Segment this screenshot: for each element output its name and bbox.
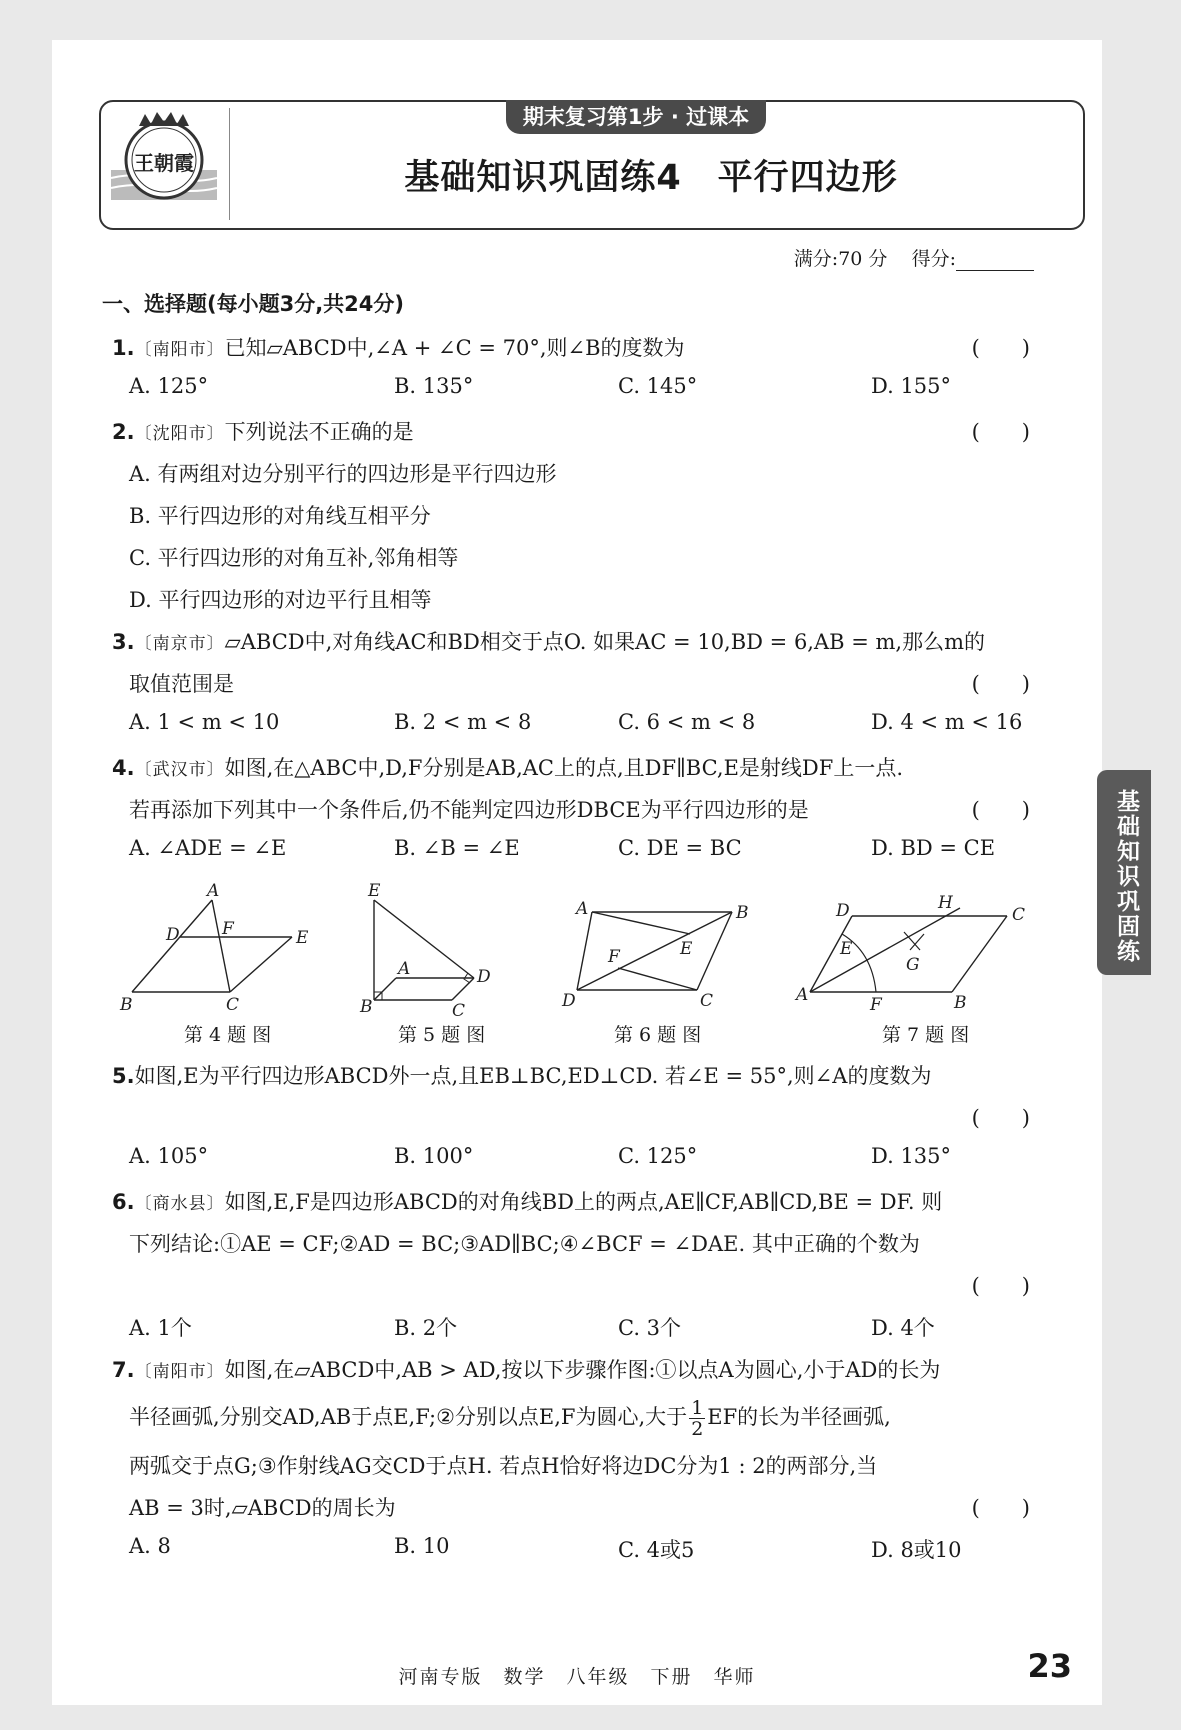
page-number: 23 [1027,1647,1072,1685]
q7-text-1: 如图,在▱ABCD中,AB > AD,按以下步骤作图:①以点A为圆心,小于AD的长为 [224,1358,941,1382]
f5-label-c: C [452,1001,466,1017]
f4-label-a: A [207,882,220,901]
q6-option-b: B. 2个 [394,1316,458,1340]
q5-option-a: A. 105° [129,1144,209,1168]
figure-7 [792,882,1042,1012]
q6-source: 〔商水县〕 [134,1194,225,1214]
q7-frac-den: 2 [691,1418,704,1440]
q7-option-d: D. 8或10 [871,1538,962,1562]
figure-5 [352,882,502,1017]
q3-option-b: B. 2 < m < 8 [394,710,532,734]
question-3 [112,626,985,656]
q2-option-c: C. 平行四边形的对角互补,邻角相等 [129,546,459,570]
f5-label-e: E [368,882,381,901]
q1-option-a: A. 125° [129,374,209,398]
q7-text-2a: 半径画弧,分别交AD,AB于点E,F;②分别以点E,F为圆心,大于 [129,1405,688,1429]
q5-option-c: C. 125° [618,1144,698,1168]
q3-text-2: 取值范围是 [129,672,234,696]
got-score-label: 得分: [911,248,956,270]
seal-text: 王朝霞 [134,151,194,175]
q2-option-b: B. 平行四边形的对角线互相平分 [129,504,431,528]
header-divider [229,108,230,220]
q1-number: 1. [112,336,135,360]
q6-text-2: 下列结论:①AE = CF;②AD = BC;③AD∥BC;④∠BCF = ∠DAE. 其中正确的个数为 [129,1232,920,1256]
f7-label-c: C [1012,905,1026,925]
q7-option-a: A. 8 [129,1534,171,1558]
q4-source: 〔武汉市〕 [134,760,225,780]
series-label: 期末复习第1步 · 过课本 [506,100,766,134]
score-blank [956,252,1034,271]
q3-option-d: D. 4 < m < 16 [871,710,1023,734]
q7-number: 7. [112,1358,135,1382]
header-box [99,100,1085,230]
footer-text: 河南专版 数学 八年级 下册 华师 [398,1666,756,1688]
q1-text: 已知▱ABCD中,∠A + ∠C = 70°,则∠B的度数为 [224,336,685,360]
q4-option-a: A. ∠ADE = ∠E [129,836,287,860]
q3-source: 〔南京市〕 [134,634,225,654]
q7-option-c: C. 4或5 [618,1538,695,1562]
q5-number: 5. [112,1064,135,1088]
q2-option-a: A. 有两组对边分别平行的四边形是平行四边形 [129,462,557,486]
page [52,40,1102,1705]
q3-option-a: A. 1 < m < 10 [129,710,280,734]
q1-option-d: D. 155° [871,374,952,398]
q5-option-d: D. 135° [871,1144,952,1168]
q2-answer-blank: ( ) [971,420,1030,444]
q4-option-b: B. ∠B = ∠E [394,836,520,860]
q6-option-a: A. 1个 [129,1316,192,1340]
f5-label-d: D [477,967,491,987]
q4-option-d: D. BD = CE [871,836,996,860]
publisher-seal [109,108,219,218]
question-6 [112,1186,942,1216]
q1-option-b: B. 135° [394,374,474,398]
f6-label-c: C [700,991,714,1011]
q2-text: 下列说法不正确的是 [224,420,414,444]
q1-source: 〔南阳市〕 [134,340,225,360]
q2-option-d: D. 平行四边形的对边平行且相等 [129,588,432,612]
q6-option-d: D. 4个 [871,1316,935,1340]
q7-option-b: B. 10 [394,1534,450,1558]
f6-label-a: A [576,899,589,919]
f4-label-d: D [166,925,180,945]
q7-text-2 [129,1398,891,1439]
q7-text-2b: EF的长为半径画弧, [707,1405,891,1429]
f7-label-f: F [870,995,882,1012]
figure-4 [112,882,312,1012]
q4-text-1: 如图,在△ABC中,D,F分别是AB,AC上的点,且DF∥BC,E是射线DF上一点. [224,756,904,780]
q3-option-c: C. 6 < m < 8 [618,710,756,734]
q1-answer-blank: ( ) [971,336,1030,360]
q7-answer-blank: ( ) [971,1496,1030,1520]
q7-fraction [689,1398,705,1439]
figure-6 [552,882,762,1012]
f7-label-b: B [954,993,967,1012]
q2-source: 〔沈阳市〕 [134,424,225,444]
f5-label-b: B [360,997,373,1017]
figure-6-caption: 第 6 题 图 [614,1024,702,1046]
figure-4-caption: 第 4 题 图 [184,1024,272,1046]
q7-text-3: 两弧交于点G;③作射线AG交CD于点H. 若点H恰好将边DC分为1 : 2的两部分,当 [129,1454,878,1478]
q3-number: 3. [112,630,135,654]
figure-5-caption: 第 5 题 图 [398,1024,486,1046]
f7-label-a: A [796,985,809,1005]
f6-label-f: F [608,947,620,967]
q6-answer-blank: ( ) [971,1274,1030,1298]
f4-label-b: B [120,995,133,1012]
q4-text-2: 若再添加下列其中一个条件后,仍不能判定四边形DBCE为平行四边形的是 [129,798,809,822]
q4-number: 4. [112,756,135,780]
f6-label-d: D [562,991,576,1011]
f6-label-e: E [680,939,693,959]
question-5 [112,1060,931,1090]
f4-label-f: F [222,919,234,939]
q4-answer-blank: ( ) [971,798,1030,822]
q6-option-c: C. 3个 [618,1316,682,1340]
q7-text-4: AB = 3时,▱ABCD的周长为 [129,1496,396,1520]
f4-label-c: C [226,995,240,1012]
question-1 [112,332,685,362]
question-4 [112,752,903,782]
full-score: 满分:70 分 [793,248,888,270]
q3-text-1: ▱ABCD中,对角线AC和BD相交于点O. 如果AC = 10,BD = 6,AB = m,那么m的 [224,630,986,654]
f4-label-e: E [296,928,309,948]
f7-label-h: H [938,893,953,913]
question-7 [112,1354,940,1384]
f7-label-g: G [906,955,920,975]
section-heading: 一、选择题(每小题3分,共24分) [102,292,405,316]
q7-source: 〔南阳市〕 [134,1362,225,1382]
f5-label-a: A [398,959,411,979]
q6-text-1: 如图,E,F是四边形ABCD的对角线BD上的两点,AE∥CF,AB∥CD,BE = DF. 则 [224,1190,943,1214]
figure-7-caption: 第 7 题 图 [882,1024,970,1046]
f6-label-b: B [736,903,749,923]
page-title: 基础知识巩固练4 平行四边形 [404,158,898,198]
q1-option-c: C. 145° [618,374,698,398]
q4-option-c: C. DE = BC [618,836,742,860]
q3-answer-blank: ( ) [971,672,1030,696]
q6-number: 6. [112,1190,135,1214]
score-line [794,244,1034,271]
f7-label-d: D [836,901,850,921]
q2-number: 2. [112,420,135,444]
side-tab: 基础知识巩固练 [1097,770,1151,975]
q5-option-b: B. 100° [394,1144,474,1168]
q7-frac-num: 1 [691,1397,704,1419]
q5-text: 如图,E为平行四边形ABCD外一点,且EB⊥BC,ED⊥CD. 若∠E = 55°,则∠A的度数为 [134,1064,932,1088]
question-2 [112,416,414,446]
q5-answer-blank: ( ) [971,1106,1030,1130]
f7-label-e: E [840,939,853,959]
